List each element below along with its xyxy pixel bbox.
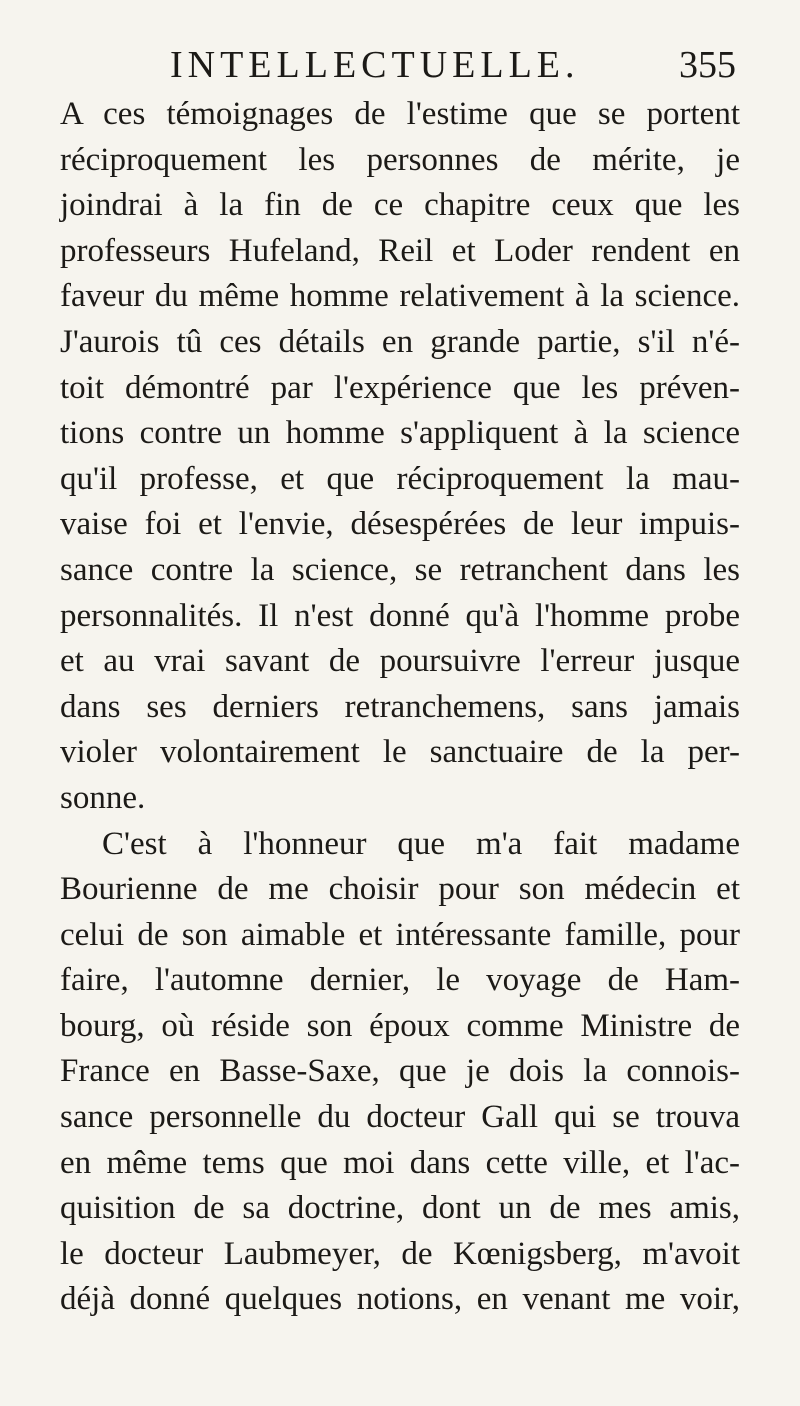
- text-line: C'est à l'honneur que m'a fait madame: [102, 825, 740, 862]
- text-line: réciproquement les personnes de mérite, je: [60, 141, 740, 178]
- body-text: [60, 92, 740, 1323]
- text-line: faveur du même homme relativement à la science.: [60, 278, 740, 315]
- text-line: qu'il professe, et que réciproquement la mau-: [60, 460, 740, 497]
- text-line: faire, l'automne dernier, le voyage de Ham-: [60, 962, 740, 999]
- text-line: quisition de sa doctrine, dont un de mes amis,: [60, 1190, 740, 1227]
- text-line: professeurs Hufeland, Reil et Loder rendent en: [60, 232, 740, 269]
- text-line: déjà donné quelques notions, en venant me voir,: [60, 1281, 740, 1318]
- text-line: bourg, où réside son époux comme Ministre de: [60, 1007, 740, 1044]
- text-line: J'aurois tû ces détails en grande partie, s'il n'é-: [60, 323, 740, 360]
- text-line: dans ses derniers retranchemens, sans jamais: [60, 688, 740, 725]
- text-line: celui de son aimable et intéressante famille, pour: [60, 916, 740, 953]
- text-line: personnalités. Il n'est donné qu'à l'homme probe: [60, 597, 740, 634]
- text-line: sonne.: [60, 779, 146, 816]
- text-line: vaise foi et l'envie, désespérées de leur impuis-: [60, 506, 740, 543]
- text-line: violer volontairement le sanctuaire de la per-: [60, 734, 740, 771]
- text-line: tions contre un homme s'appliquent à la science: [60, 415, 740, 452]
- paragraph-1: [60, 92, 740, 822]
- text-line: joindrai à la fin de ce chapitre ceux que les: [60, 187, 740, 224]
- page-number: 355: [679, 44, 736, 86]
- text-line: toit démontré par l'expérience que les préven-: [60, 369, 740, 406]
- running-title: INTELLECTUELLE.: [170, 44, 580, 86]
- running-head: [146, 45, 736, 85]
- text-line: et au vrai savant de poursuivre l'erreur jusque: [60, 643, 740, 680]
- paragraph-2: [60, 822, 740, 1324]
- text-line: sance contre la science, se retranchent dans les: [60, 551, 740, 588]
- text-line: Bourienne de me choisir pour son médecin et: [60, 871, 740, 908]
- text-line: sance personnelle du docteur Gall qui se trouva: [60, 1099, 740, 1136]
- text-line: le docteur Laubmeyer, de Kœnigsberg, m'avoit: [60, 1235, 740, 1272]
- text-line: A ces témoignages de l'estime que se portent: [60, 96, 740, 132]
- text-line: France en Basse-Saxe, que je dois la connois-: [60, 1053, 740, 1090]
- text-line: en même tems que moi dans cette ville, et l'ac-: [60, 1144, 740, 1181]
